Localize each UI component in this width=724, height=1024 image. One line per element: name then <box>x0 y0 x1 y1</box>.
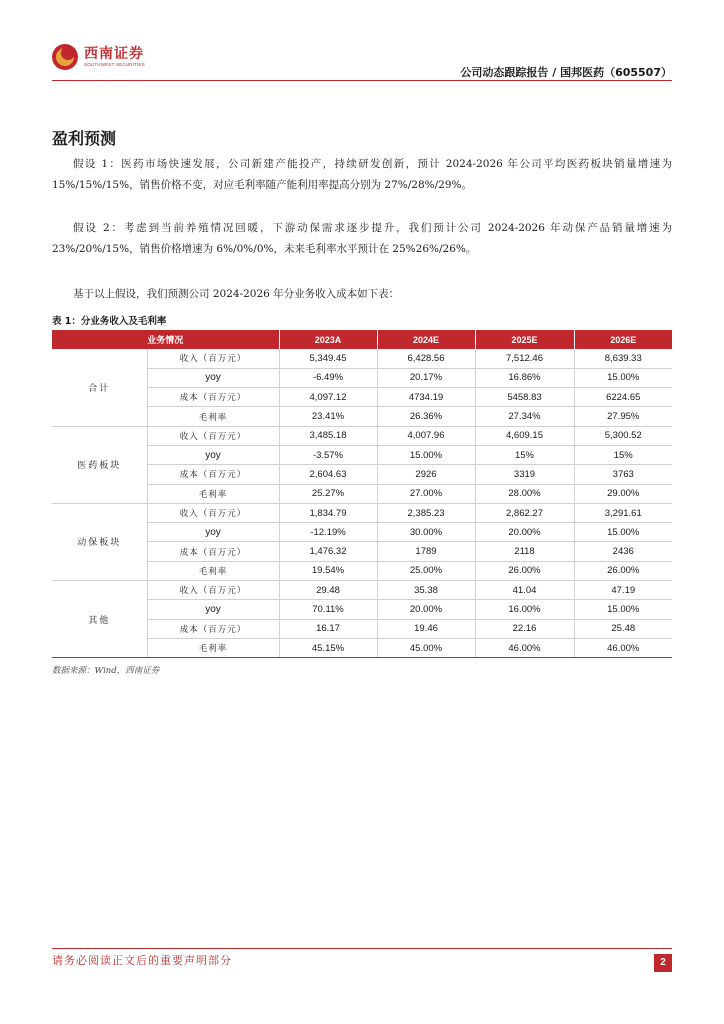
table-cell: 28.00% <box>475 484 574 503</box>
metric-label: 成本（百万元） <box>147 465 279 484</box>
metric-label: 成本（百万元） <box>147 542 279 561</box>
paragraph-forecast-intro: 基于以上假设，我们预测公司 2024-2026 年分业务收入成本如下表： <box>73 288 400 300</box>
table-cell: 15.00% <box>574 523 672 542</box>
table-cell: 70.11% <box>279 600 377 619</box>
table-cell: 6224.65 <box>574 388 672 407</box>
section-title: 盈利预测 <box>52 129 117 148</box>
table-cell: 1,476.32 <box>279 542 377 561</box>
header-divider <box>52 80 672 81</box>
metric-label: 毛利率 <box>147 407 279 426</box>
metric-label: 成本（百万元） <box>147 619 279 638</box>
table-cell: 4,097.12 <box>279 388 377 407</box>
table-cell: 6,428.56 <box>377 349 475 368</box>
table-cell: 2436 <box>574 542 672 561</box>
table-cell: 41.04 <box>475 581 574 600</box>
table-cell: 15% <box>574 445 672 464</box>
table-cell: 3319 <box>475 465 574 484</box>
table-cell: 1,834.79 <box>279 503 377 522</box>
report-header-title: 公司动态跟踪报告 / 国邦医药（605507） <box>460 66 672 79</box>
table-row <box>52 581 672 600</box>
table-cell: 4734.19 <box>377 388 475 407</box>
table-cell: 46.00% <box>475 638 574 657</box>
table-source-note: 数据来源：Wind，西南证券 <box>52 666 160 676</box>
table-cell: 25.48 <box>574 619 672 638</box>
table-cell: 7,512.46 <box>475 349 574 368</box>
table-cell: 8,639.33 <box>574 349 672 368</box>
logo-emblem-icon <box>52 44 78 70</box>
table-cell: 16.00% <box>475 600 574 619</box>
table-cell: -6.49% <box>279 368 377 387</box>
table-cell: 45.00% <box>377 638 475 657</box>
table-cell: 29.00% <box>574 484 672 503</box>
table-cell: 2,385.23 <box>377 503 475 522</box>
page-number: 2 <box>654 954 672 972</box>
segment-revenue-table <box>52 330 672 658</box>
group-name-total: 合计 <box>52 349 147 426</box>
header-cell-2024e: 2024E <box>377 330 475 349</box>
table-cell: 3763 <box>574 465 672 484</box>
table-cell: 46.00% <box>574 638 672 657</box>
table-cell: 27.34% <box>475 407 574 426</box>
table-cell: 19.46 <box>377 619 475 638</box>
table-cell: 2926 <box>377 465 475 484</box>
table-cell: 1789 <box>377 542 475 561</box>
table-cell: 2,862.27 <box>475 503 574 522</box>
metric-label: yoy <box>147 600 279 619</box>
group-name-pharma: 医药板块 <box>52 426 147 503</box>
metric-label: 收入（百万元） <box>147 581 279 600</box>
table-cell: 26.00% <box>475 561 574 580</box>
metric-label: 收入（百万元） <box>147 503 279 522</box>
table-cell: 20.17% <box>377 368 475 387</box>
table-cell: 19.54% <box>279 561 377 580</box>
table-cell: 26.00% <box>574 561 672 580</box>
paragraph-assumption-1: 假设 1：医药市场快速发展，公司新建产能投产，持续研发创新，预计 2024-2026 年公司平均医药板块销量增速为 15%/15%/15%，销售价格不变，对应毛利率随产能利用率提高分别为 27%/28%/29%。 <box>52 158 672 191</box>
table-cell: 29.48 <box>279 581 377 600</box>
metric-label: 收入（百万元） <box>147 349 279 368</box>
metric-label: 成本（百万元） <box>147 388 279 407</box>
table-row <box>52 426 672 445</box>
group-name-animal-health: 动保板块 <box>52 503 147 580</box>
table-caption: 表 1：分业务收入及毛利率 <box>52 316 167 327</box>
table-cell: -3.57% <box>279 445 377 464</box>
table-row <box>52 503 672 522</box>
header-cell-2026e: 2026E <box>574 330 672 349</box>
table-cell: 27.00% <box>377 484 475 503</box>
metric-label: 毛利率 <box>147 638 279 657</box>
table-cell: 16.17 <box>279 619 377 638</box>
table-cell: 30.00% <box>377 523 475 542</box>
table-cell: -12.19% <box>279 523 377 542</box>
metric-label: 收入（百万元） <box>147 426 279 445</box>
table-cell: 35.38 <box>377 581 475 600</box>
header-cell-business: 业务情况 <box>52 330 279 349</box>
table-cell: 15% <box>475 445 574 464</box>
table-cell: 15.00% <box>574 600 672 619</box>
table-cell: 47.19 <box>574 581 672 600</box>
table-cell: 22.16 <box>475 619 574 638</box>
company-logo <box>52 44 145 70</box>
metric-label: yoy <box>147 523 279 542</box>
table-cell: 4,007.96 <box>377 426 475 445</box>
metric-label: 毛利率 <box>147 561 279 580</box>
metric-label: yoy <box>147 368 279 387</box>
header-cell-2025e: 2025E <box>475 330 574 349</box>
table-cell: 27.95% <box>574 407 672 426</box>
table-cell: 5,300.52 <box>574 426 672 445</box>
table-cell: 4,609.15 <box>475 426 574 445</box>
table-cell: 2118 <box>475 542 574 561</box>
footer-divider <box>52 948 672 949</box>
table-header-row <box>52 330 672 349</box>
group-name-other: 其他 <box>52 581 147 658</box>
table-cell: 5,349.45 <box>279 349 377 368</box>
table-cell: 45.15% <box>279 638 377 657</box>
table-cell: 20.00% <box>475 523 574 542</box>
header-cell-2023a: 2023A <box>279 330 377 349</box>
logo-chinese-name: 西南证券 <box>84 46 144 62</box>
footer-disclaimer-note: 请务必阅读正文后的重要声明部分 <box>52 954 232 967</box>
logo-text <box>84 46 145 68</box>
metric-label: 毛利率 <box>147 484 279 503</box>
table-cell: 25.00% <box>377 561 475 580</box>
table-cell: 25.27% <box>279 484 377 503</box>
table-cell: 15.00% <box>377 445 475 464</box>
table-cell: 15.00% <box>574 368 672 387</box>
table-cell: 3,291.61 <box>574 503 672 522</box>
table-cell: 20.00% <box>377 600 475 619</box>
table-cell: 3,485.18 <box>279 426 377 445</box>
table-row <box>52 349 672 368</box>
table-cell: 2,604.63 <box>279 465 377 484</box>
metric-label: yoy <box>147 445 279 464</box>
paragraph-assumption-2: 假设 2：考虑到当前养殖情况回暖，下游动保需求逐步提升，我们预计公司 2024-2026 年动保产品销量增速为 23%/20%/15%，销售价格增速为 6%/0%/0%，未来毛利率水平预计在 25%26%/26%。 <box>52 222 672 255</box>
logo-english-name: SOUTHWEST SECURITIES <box>84 62 145 67</box>
table-cell: 16.86% <box>475 368 574 387</box>
table-cell: 26.36% <box>377 407 475 426</box>
table-cell: 5458.83 <box>475 388 574 407</box>
table-cell: 23.41% <box>279 407 377 426</box>
